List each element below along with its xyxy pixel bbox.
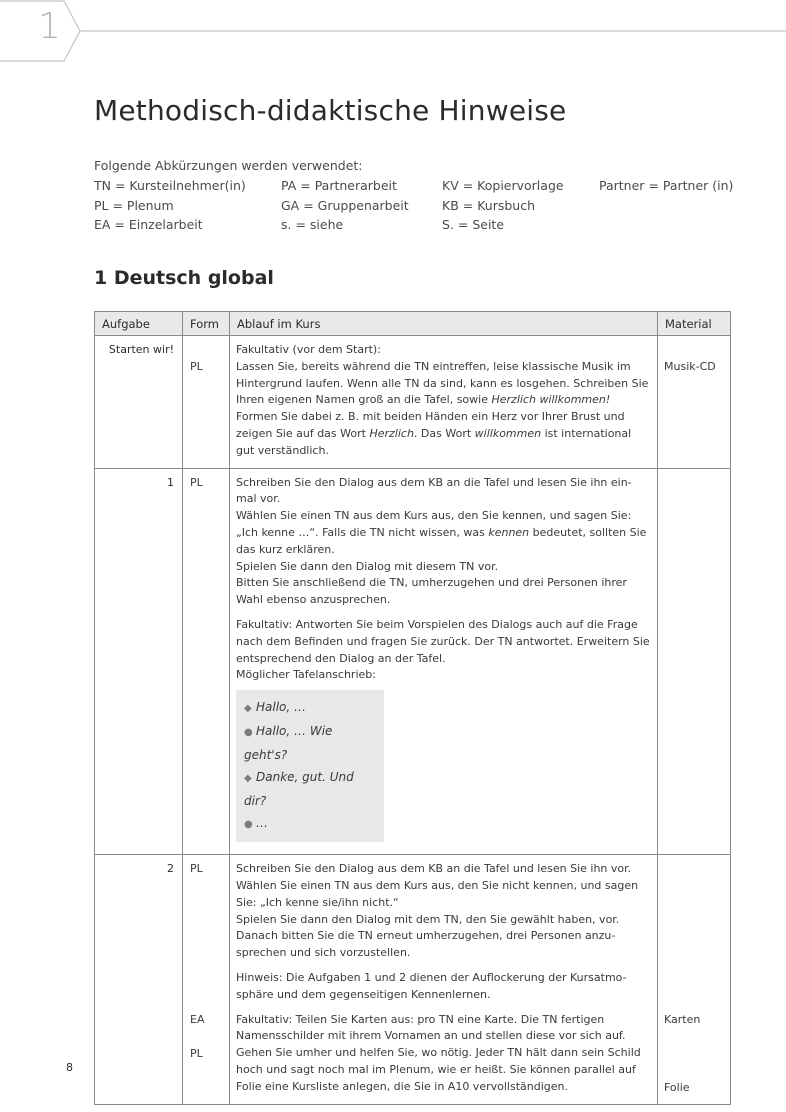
page-title: Methodisch-didaktische Hinweise xyxy=(94,94,567,127)
abbreviation: s. = siehe xyxy=(281,217,344,232)
section-title: 1 Deutsch global xyxy=(94,267,274,289)
form-value: EA xyxy=(190,1013,205,1027)
form-cell: PL xyxy=(183,468,230,855)
aufgabe-cell: 1 xyxy=(95,468,183,855)
table-header-row xyxy=(95,312,731,336)
ablauf-paragraph: Schreiben Sie den Dialog aus dem KB an die Tafel und lesen Sie ihn ein-mal vor. Wählen Sie einen TN aus dem Kurs aus, den Sie kennen, und sagen Sie: „Ich kenne …“. Falls die TN nicht wissen, was kennen bedeutet, sollten Sie das kurz erklären. Spielen Sie dann den Dialog mit diesem TN vor. Bitten Sie anschließend die TN, umherzugehen und drei Personen ihrer Wahl ebenso anzusprechen. xyxy=(236,475,647,607)
chapter-number: 1 xyxy=(38,6,61,47)
circle-icon: ● xyxy=(244,727,253,739)
form-value: PL xyxy=(190,862,203,876)
table-row xyxy=(95,468,731,855)
header-form: Form xyxy=(183,312,230,336)
ablauf-paragraph: Schreiben Sie den Dialog aus dem KB an die Tafel und lesen Sie ihn vor. Wählen Sie einen TN aus dem Kurs aus, den Sie nicht kennen, und sagen Sie: „Ich kenne sie/ihn nicht.“ Spielen Sie dann den Dialog mit dem TN, den Sie gewählt haben, vor. Danach bitten Sie die TN erneut umherzugehen, drei Personen anzu-sprechen und sich vorzustellen. xyxy=(236,862,639,960)
form-cell xyxy=(183,336,230,469)
table-row xyxy=(95,855,731,1104)
blackboard-example xyxy=(236,690,384,842)
ablauf-cell xyxy=(230,336,658,469)
ablauf-paragraph: Fakultativ: Antworten Sie beim Vorspielen des Dialogs auch auf die Frage nach dem Befinden und fragen Sie zurück. Der TN antwortet. Erweitern Sie entsprechend den Dialog an der Tafel. Möglicher Tafelanschrieb: xyxy=(236,617,650,682)
material-value: Musik-CD xyxy=(664,359,716,373)
table-row xyxy=(95,336,731,469)
material-value: Folie xyxy=(664,1080,690,1094)
ablauf-cell xyxy=(230,468,658,855)
chapter-tab xyxy=(0,0,786,62)
page-number: 8 xyxy=(66,1061,73,1074)
abbreviation: GA = Gruppenarbeit xyxy=(281,197,409,213)
dialog-line: ● Hallo, … Wie geht's? xyxy=(244,724,333,763)
header-material: Material xyxy=(658,312,731,336)
abbreviation: TN = Kursteilnehmer(in) xyxy=(94,178,246,193)
abbreviation: EA = Einzelarbeit xyxy=(94,217,203,232)
diamond-icon: ◆ xyxy=(244,703,252,715)
material-cell xyxy=(658,855,731,1104)
course-table xyxy=(94,311,731,1105)
aufgabe-cell: Starten wir! xyxy=(95,336,183,469)
dialog-line: ◆ Hallo, … xyxy=(244,696,376,720)
abbreviations-intro: Folgende Abkürzungen werden verwendet: xyxy=(94,158,363,173)
ablauf-paragraph: Fakultativ: Teilen Sie Karten aus: pro TN eine Karte. Die TN fertigen Namensschilder mit ihrem Vornamen an und stellen diese vor sich auf. Gehen Sie umher und helfen Sie, wo nötig. Jeder TN hält dann sein Schild hoch und sagt noch mal im Plenum, wie er heißt. Sie können parallel auf Folie eine Kursliste anlegen, die Sie in A10 vervollständigen. xyxy=(236,1012,641,1093)
aufgabe-cell: 2 xyxy=(95,855,183,1104)
abbreviation: S. = Seite xyxy=(442,217,505,232)
ablauf-intro: Fakultativ (vor dem Start): xyxy=(236,343,381,356)
form-value: PL xyxy=(190,359,203,373)
ablauf-cell xyxy=(230,855,658,1104)
abbreviation: PA = Partnerarbeit xyxy=(281,178,397,193)
abbreviation: Partner = Partner (in) xyxy=(599,178,734,193)
diamond-icon: ◆ xyxy=(244,773,252,785)
ablauf-paragraph: Hinweis: Die Aufgaben 1 und 2 dienen der Auflockerung der Kursatmo-sphäre und dem gegenseitigen Kennenlernen. xyxy=(236,970,627,1001)
abbreviation: KV = Kopiervorlage xyxy=(442,178,564,193)
dialog-line: ● … xyxy=(244,812,376,836)
abbreviation: PL = Plenum xyxy=(94,197,174,213)
form-value: PL xyxy=(190,1046,203,1060)
material-cell xyxy=(658,468,731,855)
form-cell xyxy=(183,855,230,1104)
material-value: Karten xyxy=(664,1013,701,1027)
dialog-line: ◆ Danke, gut. Und dir? xyxy=(244,770,354,809)
header-aufgabe: Aufgabe xyxy=(95,312,183,336)
material-cell xyxy=(658,336,731,469)
ablauf-paragraph: Lassen Sie, bereits während die TN eintreffen, leise klassische Musik im Hintergrund laufen. Wenn alle TN da sind, kann es losgehen. Schreiben Sie Ihren eigenen Namen groß an die Tafel, sowie Herzlich willkommen! Formen Sie dabei z. B. mit beiden Händen ein Herz vor Ihrer Brust und zeigen Sie auf das Wort Herzlich. Das Wort willkommen ist international gut verständlich. xyxy=(236,359,649,457)
circle-icon: ● xyxy=(244,819,253,831)
abbreviation: KB = Kursbuch xyxy=(442,197,535,213)
header-ablauf: Ablauf im Kurs xyxy=(230,312,658,336)
